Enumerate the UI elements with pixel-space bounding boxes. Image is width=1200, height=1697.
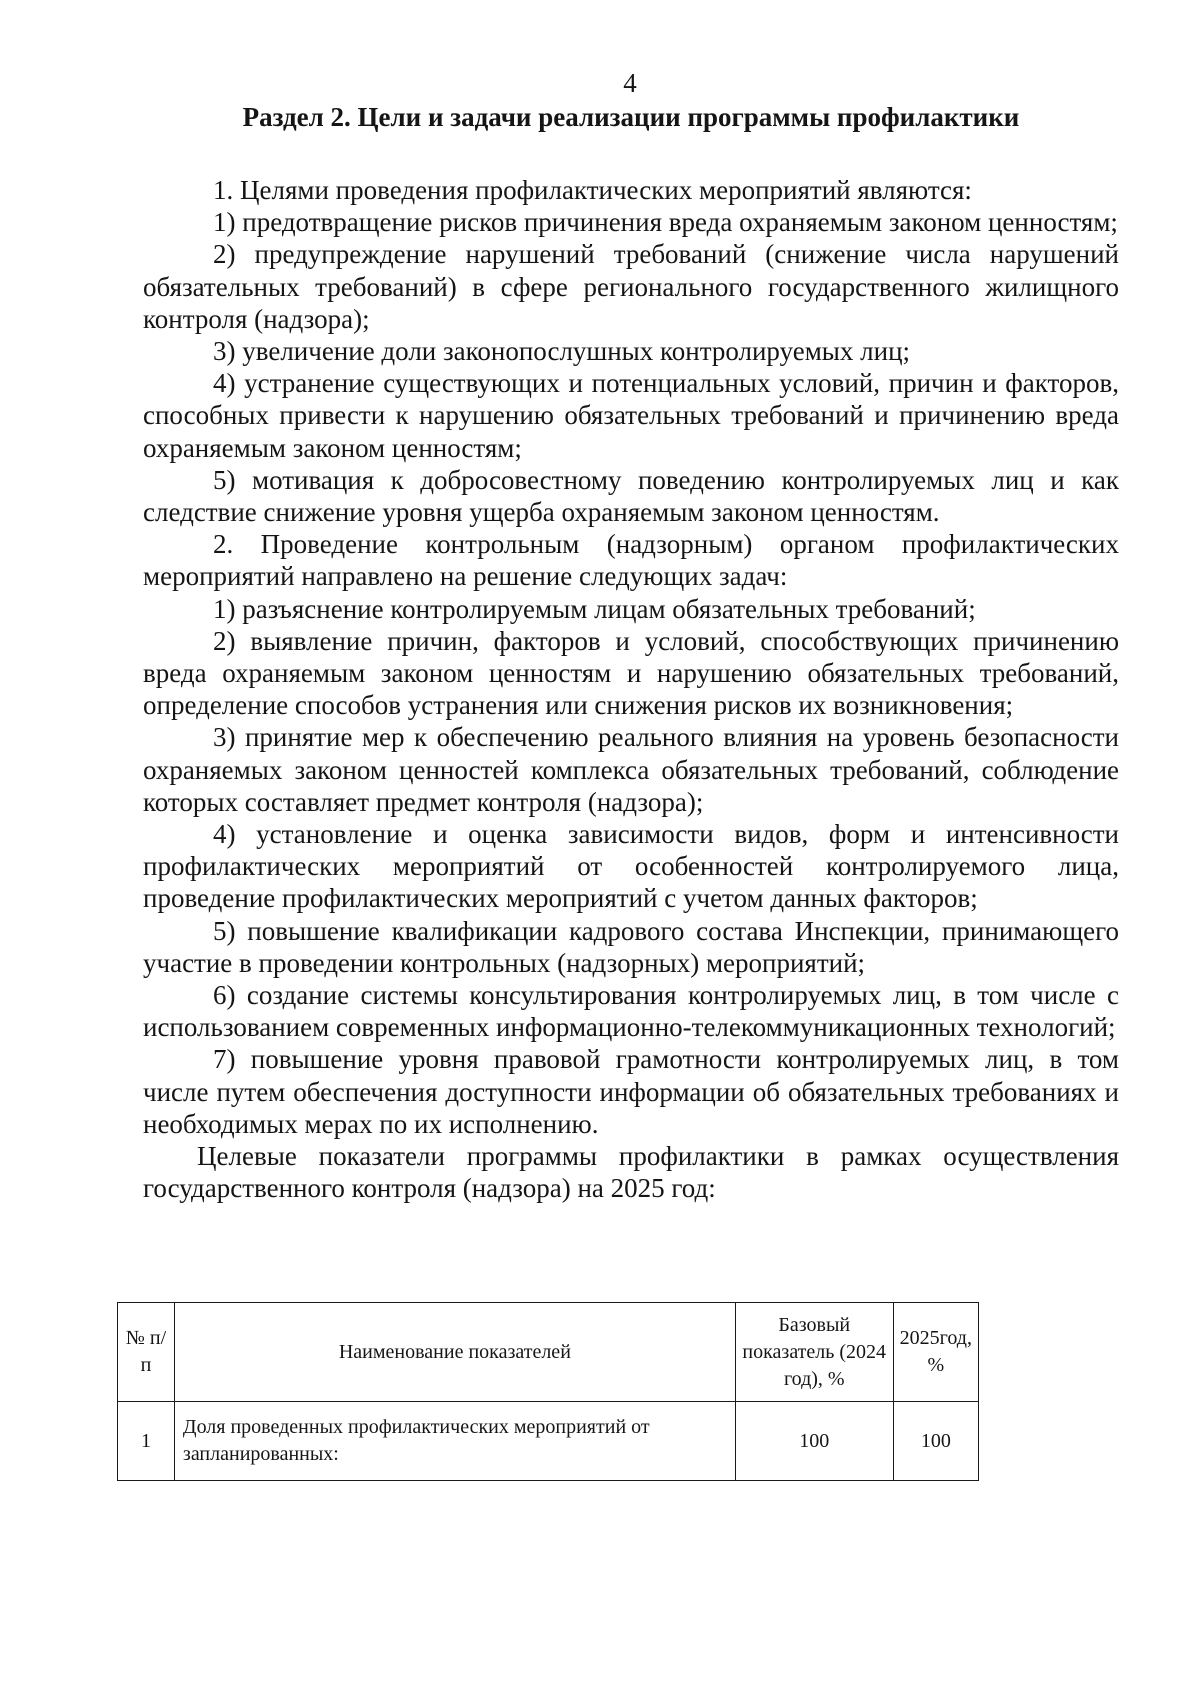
paragraph-indicators-intro: Целевые показатели программы профилактики в рамках осуществления государственного контроля (надзора) на 2025 год: [143, 1141, 1119, 1204]
paragraph-task-1: 1) разъяснение контролируемым лицам обязательных требований; [213, 593, 976, 624]
section-title: Раздел 2. Цели и задачи реализации программы профилактики [242, 102, 1020, 132]
paragraph-task-5: 5) повышение квалификации кадрового состава Инспекции, принимающего участие в проведении контрольных (надзорных) мероприятий; [143, 915, 1119, 978]
paragraph-tasks-intro: 2. Проведение контрольным (надзорным) органом профилактических мероприятий направлено на решение следующих задач: [143, 529, 1119, 592]
table-row [118, 1402, 979, 1481]
paragraph-goal-1: 1) предотвращение рисков причинения вреда охраняемым законом ценностям; [213, 207, 1118, 238]
row-target-value: 100 [893, 1402, 978, 1481]
table-header-row [118, 1303, 979, 1402]
paragraph-task-6: 6) создание системы консультирования контролируемых лиц, в том числе с использованием современных информационно-телекоммуникационных технологий; [143, 980, 1119, 1043]
body-text [143, 174, 1119, 1205]
paragraph-goal-3: 3) увеличение доли законопослушных контролируемых лиц; [213, 336, 911, 367]
paragraph-task-7: 7) повышение уровня правовой грамотности контролируемых лиц, в том числе путем обеспечения доступности информации об обязательных требованиях и необходимых мерах по их исполнению. [143, 1044, 1119, 1139]
paragraph-goal-4: 4) устранение существующих и потенциальных условий, причин и факторов, способных привести к нарушению обязательных требований и причинению вреда охраняемым законом ценностям; [143, 368, 1119, 463]
indicators-table [117, 1302, 979, 1481]
paragraph-task-2: 2) выявление причин, факторов и условий, способствующих причинению вреда охраняемым законом ценностям и нарушению обязательных требований, определение способов устранения или снижения рисков их возникновения; [143, 625, 1119, 721]
paragraph-task-4: 4) установление и оценка зависимости видов, форм и интенсивности профилактических мероприятий от особенностей контролируемого лица, проведение профилактических мероприятий с учетом данных факторов; [143, 819, 1119, 914]
paragraph-goal-2: 2) предупреждение нарушений требований (снижение числа нарушений обязательных требований) в сфере регионального государственного жилищного контроля (надзора); [143, 239, 1119, 334]
paragraph-task-3: 3) принятие мер к обеспечению реального влияния на уровень безопасности охраняемых законом ценностей комплекса обязательных требований, соблюдение которых составляет предмет контроля (надзора); [143, 722, 1119, 817]
header-base-value: Базовый показатель (2024 год), % [735, 1303, 893, 1402]
row-number: 1 [118, 1402, 175, 1481]
row-indicator-name: Доля проведенных профилактических мероприятий от запланированных: [174, 1402, 735, 1481]
header-indicator-name: Наименование показателей [174, 1303, 735, 1402]
paragraph-goal-5: 5) мотивация к добросовестному поведению контролируемых лиц и как следствие снижение уровня ущерба охраняемым законом ценностям. [143, 464, 1119, 528]
row-base-value: 100 [735, 1402, 893, 1481]
header-target-value: 2025год, % [893, 1303, 978, 1402]
header-number: № п/п [118, 1303, 175, 1402]
page-number: 4 [623, 68, 637, 98]
paragraph-goals-intro: 1. Целями проведения профилактических мероприятий являются: [213, 175, 972, 205]
